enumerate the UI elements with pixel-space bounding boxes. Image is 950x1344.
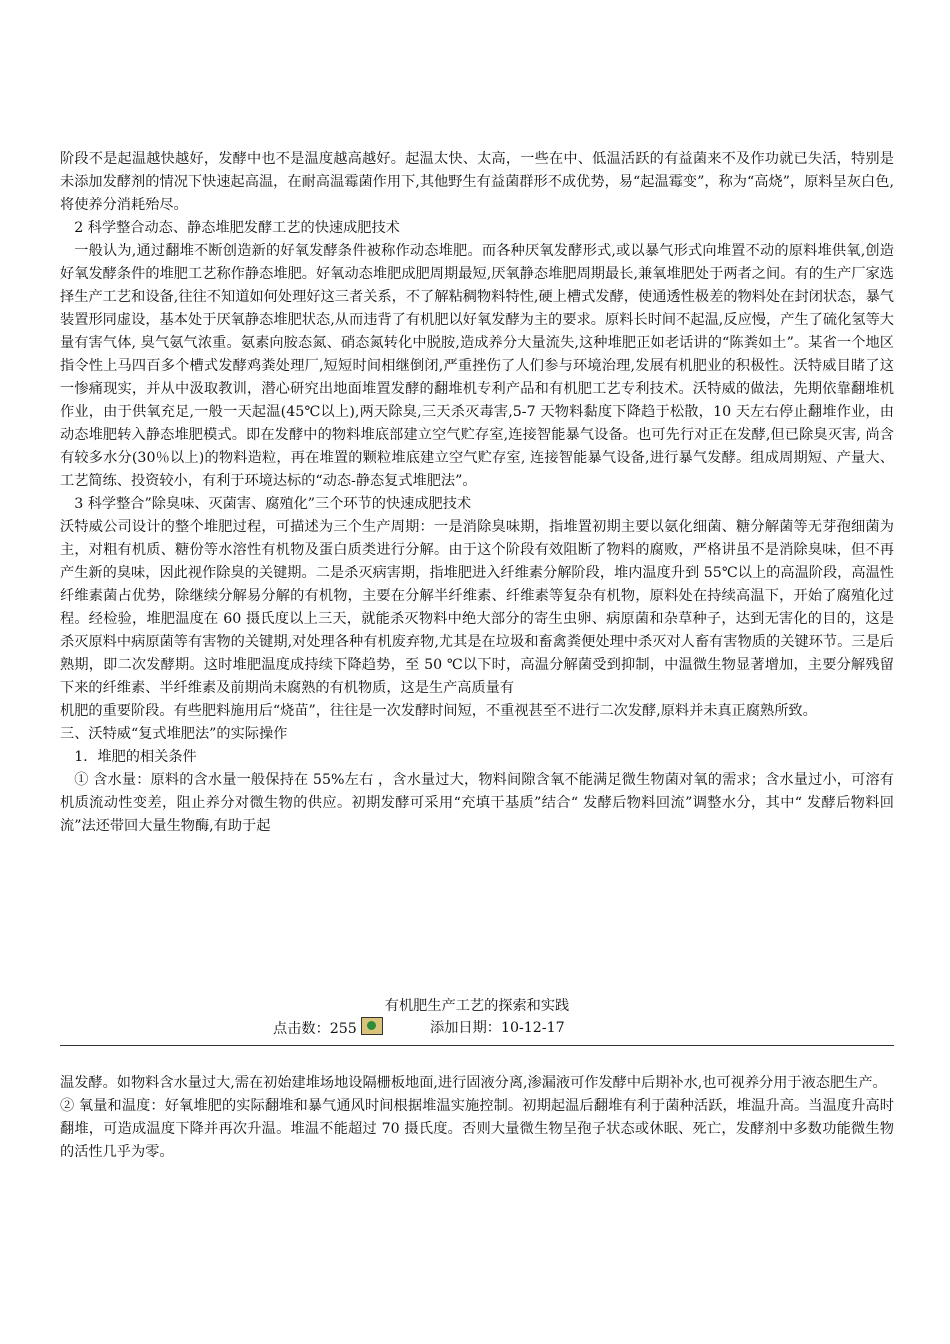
paragraph-oxygen-temperature: ② 氧量和温度：好氧堆肥的实际翻堆和暴气通风时间根据堆温实施控制。初期起温后翻堆有利于菌种活跃，堆温升高。当温度升高时翻堆，可造成温度下降并再次升温。堆温不能超过 70 摄氏度。否则大量微生物呈孢子状态或休眠、死亡，发酵剂中多数功能微生物的活性几乎为零。 [60,1098,894,1160]
date-added: 添加日期：10-12-17 [430,1020,565,1036]
page-footer [60,995,894,1039]
article-meta [60,1017,894,1039]
document-body-top [60,148,894,838]
paragraph-moisture: ① 含水量：原料的含水量一般保持在 55%左右 ，含水量过大，物料间隙含氧不能满足微生物菌对氧的需求；含水量过小，可溶有机质流动性变差，阻止养分对微生物的供应。初期发酵可采用“充填干基质”结合“ 发酵后物料回流”调整水分，其中“ 发酵后物料回流”法还带回大量生物酶,有助于起 [60,772,894,834]
heading-dynamic-static: 2 科学整合动态、静态堆肥发酵工艺的快速成肥技术 [74,220,400,236]
paragraph-moisture-continued: 温发酵。如物料含水量过大,需在初始建堆场地设隔栅板地面,进行固液分离,渗漏液可作发酵中后期补水,也可视养分用于液态肥生产。 [60,1075,887,1091]
document-body-bottom [60,1072,894,1164]
paragraph-second-fermentation: 机肥的重要阶段。有些肥料施用后“烧苗”，往往是一次发酵时间短，不重视甚至不进行二次发酵,原料并未真正腐熟所致。 [60,703,817,719]
heading-practical-operation: 三、沃特威“复式堆肥法”的实际操作 [60,726,288,742]
click-count [273,1017,383,1040]
counter-icon [361,1017,383,1035]
divider [60,1045,894,1046]
heading-three-stages: 3 科学整合”除臭味、灭菌害、腐殖化”三个环节的快速成肥技术 [74,496,472,512]
click-count-label: 点击数：255 [273,1021,357,1037]
article-title: 有机肥生产工艺的探索和实践 [384,998,570,1014]
heading-conditions: 1．堆肥的相关条件 [74,749,197,765]
paragraph-three-stages: 沃特威公司设计的整个堆肥过程，可描述为三个生产周期：一是消除臭味期，指堆置初期主要以氨化细菌、糖分解菌等无芽孢细菌为主，对粗有机质、糖份等水溶性有机物及蛋白质类进行分解。由于这个阶段有效阻断了物料的腐败，严格讲虽不是消除臭味，但不再产生新的臭味，因此视作除臭的关键期。二是杀灭病害期，指堆肥进入纤维素分解阶段，堆内温度升到 55℃以上的高温阶段，高温性纤维素菌占优势，除继续分解易分解的有机物，主要在分解半纤维素、纤维素等复杂有机物，原料处在持续高温下，开始了腐殖化过程。经检验，堆肥温度在 60 摄氏度以上三天，就能杀灭物料中绝大部分的寄生虫卵、病原菌和杂草种子，达到无害化的目的，这是杀灭原料中病原菌等有害物的关键期,对处理各种有机废弃物,尤其是在垃圾和畜禽粪便处理中杀灭对人畜有害物质的关键环节。三是后熟期，即二次发酵期。这时堆肥温度成持续下降趋势，至 50 ℃以下时，高温分解菌受到抑制，中温微生物显著增加，主要分解残留下来的纤维素、半纤维素及前期尚未腐熟的有机物质，这是生产高质量有 [60,519,894,696]
paragraph-dynamic-static: 一般认为,通过翻堆不断创造新的好氧发酵条件被称作动态堆肥。而各种厌氧发酵形式,或以暴气形式向堆置不动的原料堆供氧,创造好氧发酵条件的堆肥工艺称作静态堆肥。好氧动态堆肥成肥周期最短,厌氧静态堆肥周期最长,兼氧堆肥处于两者之间。有的生产厂家选择生产工艺和设备,往往不知道如何处理好这三者关系，不了解粘稠物料特性,硬上槽式发酵，使通透性极差的物料处在封闭状态，暴气装置形同虚设，基本处于厌氧静态堆肥状态,从而违背了有机肥以好氧发酵为主的要求。原料长时间不起温,反应慢，产生了硫化氢等大量有害气体, 臭气氨气浓重。氨素向胺态氮、硝态氮转化中脱胺,造成养分大量流失,这种堆肥正如老话讲的“陈粪如土”。某省一个地区指令性上马四百多个槽式发酵鸡粪处理厂,短短时间相继倒闭,严重挫伤了人们参与环境治理,发展有机肥业的积极性。沃特威目睹了这一惨痛现实，并从中汲取教训，潜心研究出地面堆置发酵的翻堆机专利产品和有机肥工艺专利技术。沃特威的做法，先期依靠翻堆机作业，由于供氧充足,一般一天起温(45℃以上),两天除臭,三天杀灭毒害,5-7 天物料黏度下降趋于松散，10 天左右停止翻堆作业，由动态堆肥转入静态堆肥模式。即在发酵中的物料堆底部建立空气贮存室,连接智能暴气设备。也可先行对正在发酵,但已除臭灭害, 尚含有较多水分(30％以上)的物料造粒，再在堆置的颗粒堆底建立空气贮存室, 连接智能暴气设备,进行暴气发酵。组成周期短、产量大、工艺简练、投资较小，有利于环境达标的“动态-静态复式堆肥法”。 [60,243,894,489]
paragraph-heat-stage: 阶段不是起温越快越好，发酵中也不是温度越高越好。起温太快、太高，一些在中、低温活跃的有益菌来不及作功就已失活，特别是未添加发酵剂的情况下快速起高温，在耐高温霉菌作用下,其他野生有益菌群形不成优势，易“起温霉变”，称为“高烧”，原料呈灰白色,将使养分消耗殆尽。 [60,151,894,213]
